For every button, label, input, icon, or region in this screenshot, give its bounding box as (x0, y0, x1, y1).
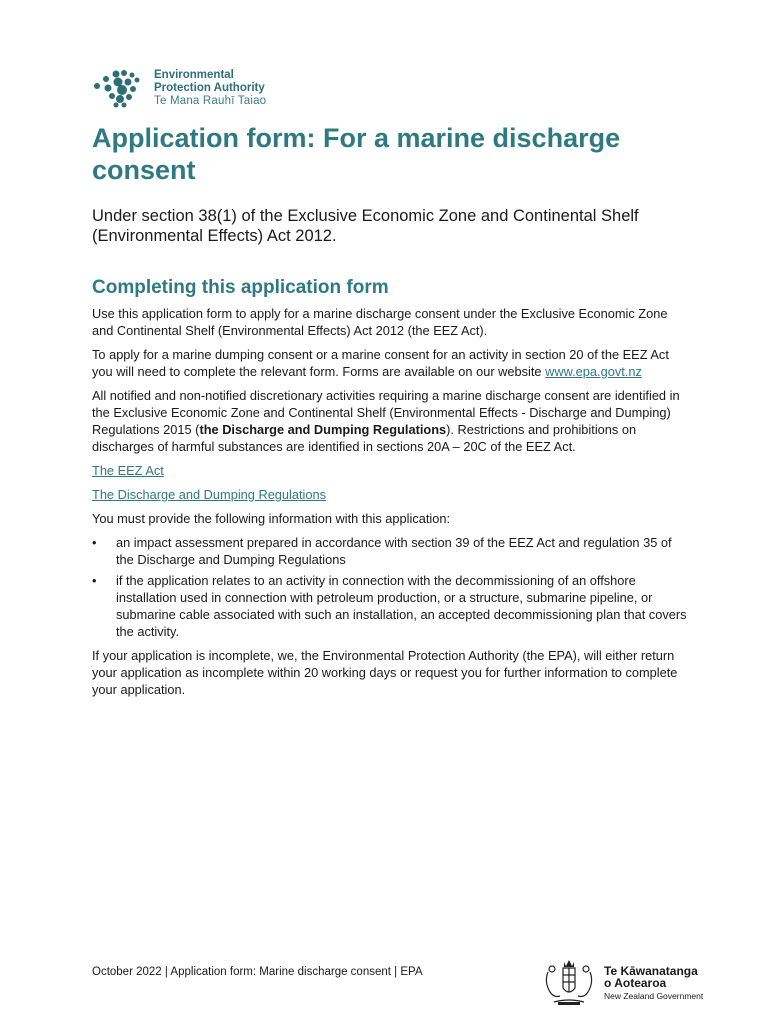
eez-act-link[interactable]: The EEZ Act (92, 463, 164, 478)
paragraph-3-bold: the Discharge and Dumping Regulations (199, 422, 447, 437)
paragraph-3 (92, 387, 687, 455)
bullet-icon: • (92, 573, 97, 588)
body-content (92, 305, 687, 705)
link-paragraph-1 (92, 462, 687, 479)
nz-government-logo (540, 958, 703, 1008)
page-subtitle: Under section 38(1) of the Exclusive Economic Zone and Continental Shelf (Environmental Effects) Act 2012. (92, 207, 639, 245)
link-paragraph-2 (92, 486, 687, 503)
paragraph-2 (92, 346, 687, 380)
footer-text: October 2022 | Application form: Marine discharge consent | EPA (92, 966, 423, 978)
gov-line-3: New Zealand Government (604, 990, 704, 1001)
paragraph-4: You must provide the following information with this application: (92, 511, 451, 526)
section-heading: Completing this application form (92, 277, 389, 298)
paragraph-3-text-a: All notified and non-notified discretionary activities requiring a marine discharge consent are identified in the Exclusive Economic Zone and Continental Shelf (Environmental Effects - Discharge and Dumping) Regulations 2015 ( (92, 388, 680, 437)
bullet-icon: • (92, 535, 97, 550)
logo-line-3: Te Mana Rauhī Taiao (154, 95, 267, 107)
list-item-text: an impact assessment prepared in accordance with section 39 of the EEZ Act and regulation 35 of the Discharge and Dumping Regulations (116, 535, 672, 567)
gov-line-1: Te Kāwanatanga (604, 963, 698, 978)
epa-logo (92, 69, 266, 108)
paragraph-3-text-b: ). Restrictions and prohibitions on discharges of harmful substances are identified in sections 20A – 20C of the EEZ Act. (92, 422, 637, 454)
paragraph-2-text: To apply for a marine dumping consent or a marine consent for an activity in section 20 of the EEZ Act you will need to complete the relevant form. Forms are available on our website (92, 347, 669, 379)
nz-coat-of-arms-icon (540, 958, 598, 1008)
epa-dots-logo-icon (92, 70, 146, 108)
page-title: Application form: For a marine discharge consent (92, 123, 621, 185)
paragraph-1: Use this application form to apply for a marine discharge consent under the Exclusive Economic Zone and Continental Shelf (Environmental Effects) Act 2012 (the EEZ Act). (92, 306, 668, 338)
requirements-list (92, 534, 687, 640)
logo-line-1: Environmental (154, 69, 234, 81)
list-item (92, 572, 687, 640)
list-item-text: if the application relates to an activity in connection with the decommissioning of an offshore installation used in connection with petroleum production, or a structure, submarine pipeline, or submarine cable associated with such an installation, an accepted decommissioning plan that covers the activity. (116, 573, 687, 639)
logo-line-2: Protection Authority (154, 82, 265, 94)
regulations-link[interactable]: The Discharge and Dumping Regulations (92, 487, 327, 502)
list-item (92, 534, 687, 568)
paragraph-5: If your application is incomplete, we, the Environmental Protection Authority (the EPA), will either return your application as incomplete within 20 working days or request you for further information to complete your application. (92, 648, 678, 697)
epa-website-link[interactable]: www.epa.govt.nz (545, 364, 642, 379)
gov-line-2: o Aotearoa (604, 975, 667, 990)
